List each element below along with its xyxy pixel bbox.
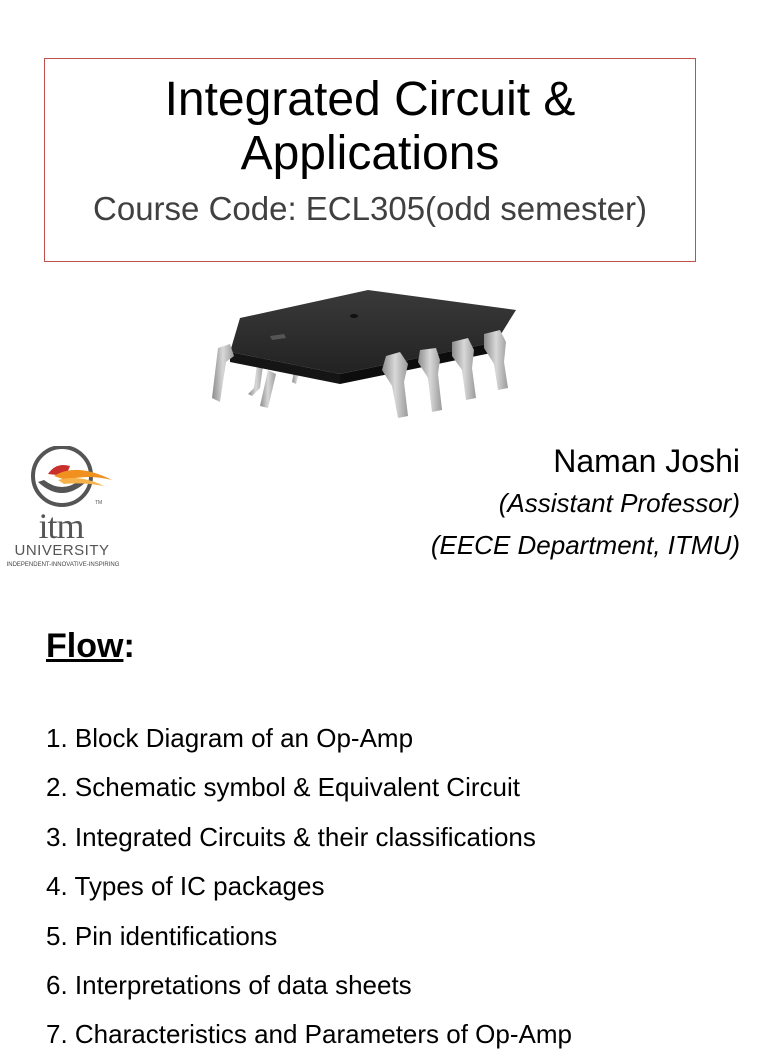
author-name: Naman Joshi — [553, 443, 740, 479]
flow-item: 6. Interpretations of data sheets — [46, 970, 412, 1001]
flow-item: 5. Pin identifications — [46, 920, 278, 951]
flow-heading-colon: : — [123, 627, 135, 665]
flow-item: 4. Types of IC packages — [46, 871, 325, 902]
flow-item: 2. Schematic symbol & Equivalent Circuit — [46, 772, 520, 803]
flow-list — [46, 714, 572, 1060]
title-box — [44, 58, 696, 262]
logo-text: itm — [38, 506, 84, 546]
svg-text:TM: TM — [95, 500, 103, 506]
title-line-1: Integrated Circuit & — [164, 73, 576, 126]
flow-heading — [46, 624, 135, 668]
dip-8-ic-chip-image — [200, 278, 540, 438]
author-block — [431, 440, 740, 566]
title-line-2: Applications — [240, 127, 500, 180]
author-role: (Assistant Professor) — [498, 488, 740, 518]
flow-item: 1. Block Diagram of an Op-Amp — [46, 723, 414, 753]
logo-tagline: INDEPENDENT-INNOVATIVE-INSPIRING — [6, 562, 120, 568]
flow-heading-text: Flow — [46, 627, 124, 665]
author-department: (EECE Department, ITMU) — [430, 530, 740, 560]
flow-item: 3. Integrated Circuits & their classifications — [46, 821, 536, 852]
course-code: Course Code: ECL305(odd semester) — [93, 190, 647, 227]
flow-item: 7. Characteristics and Parameters of Op-Amp — [46, 1019, 572, 1050]
logo-subtitle: UNIVERSITY — [14, 542, 110, 559]
